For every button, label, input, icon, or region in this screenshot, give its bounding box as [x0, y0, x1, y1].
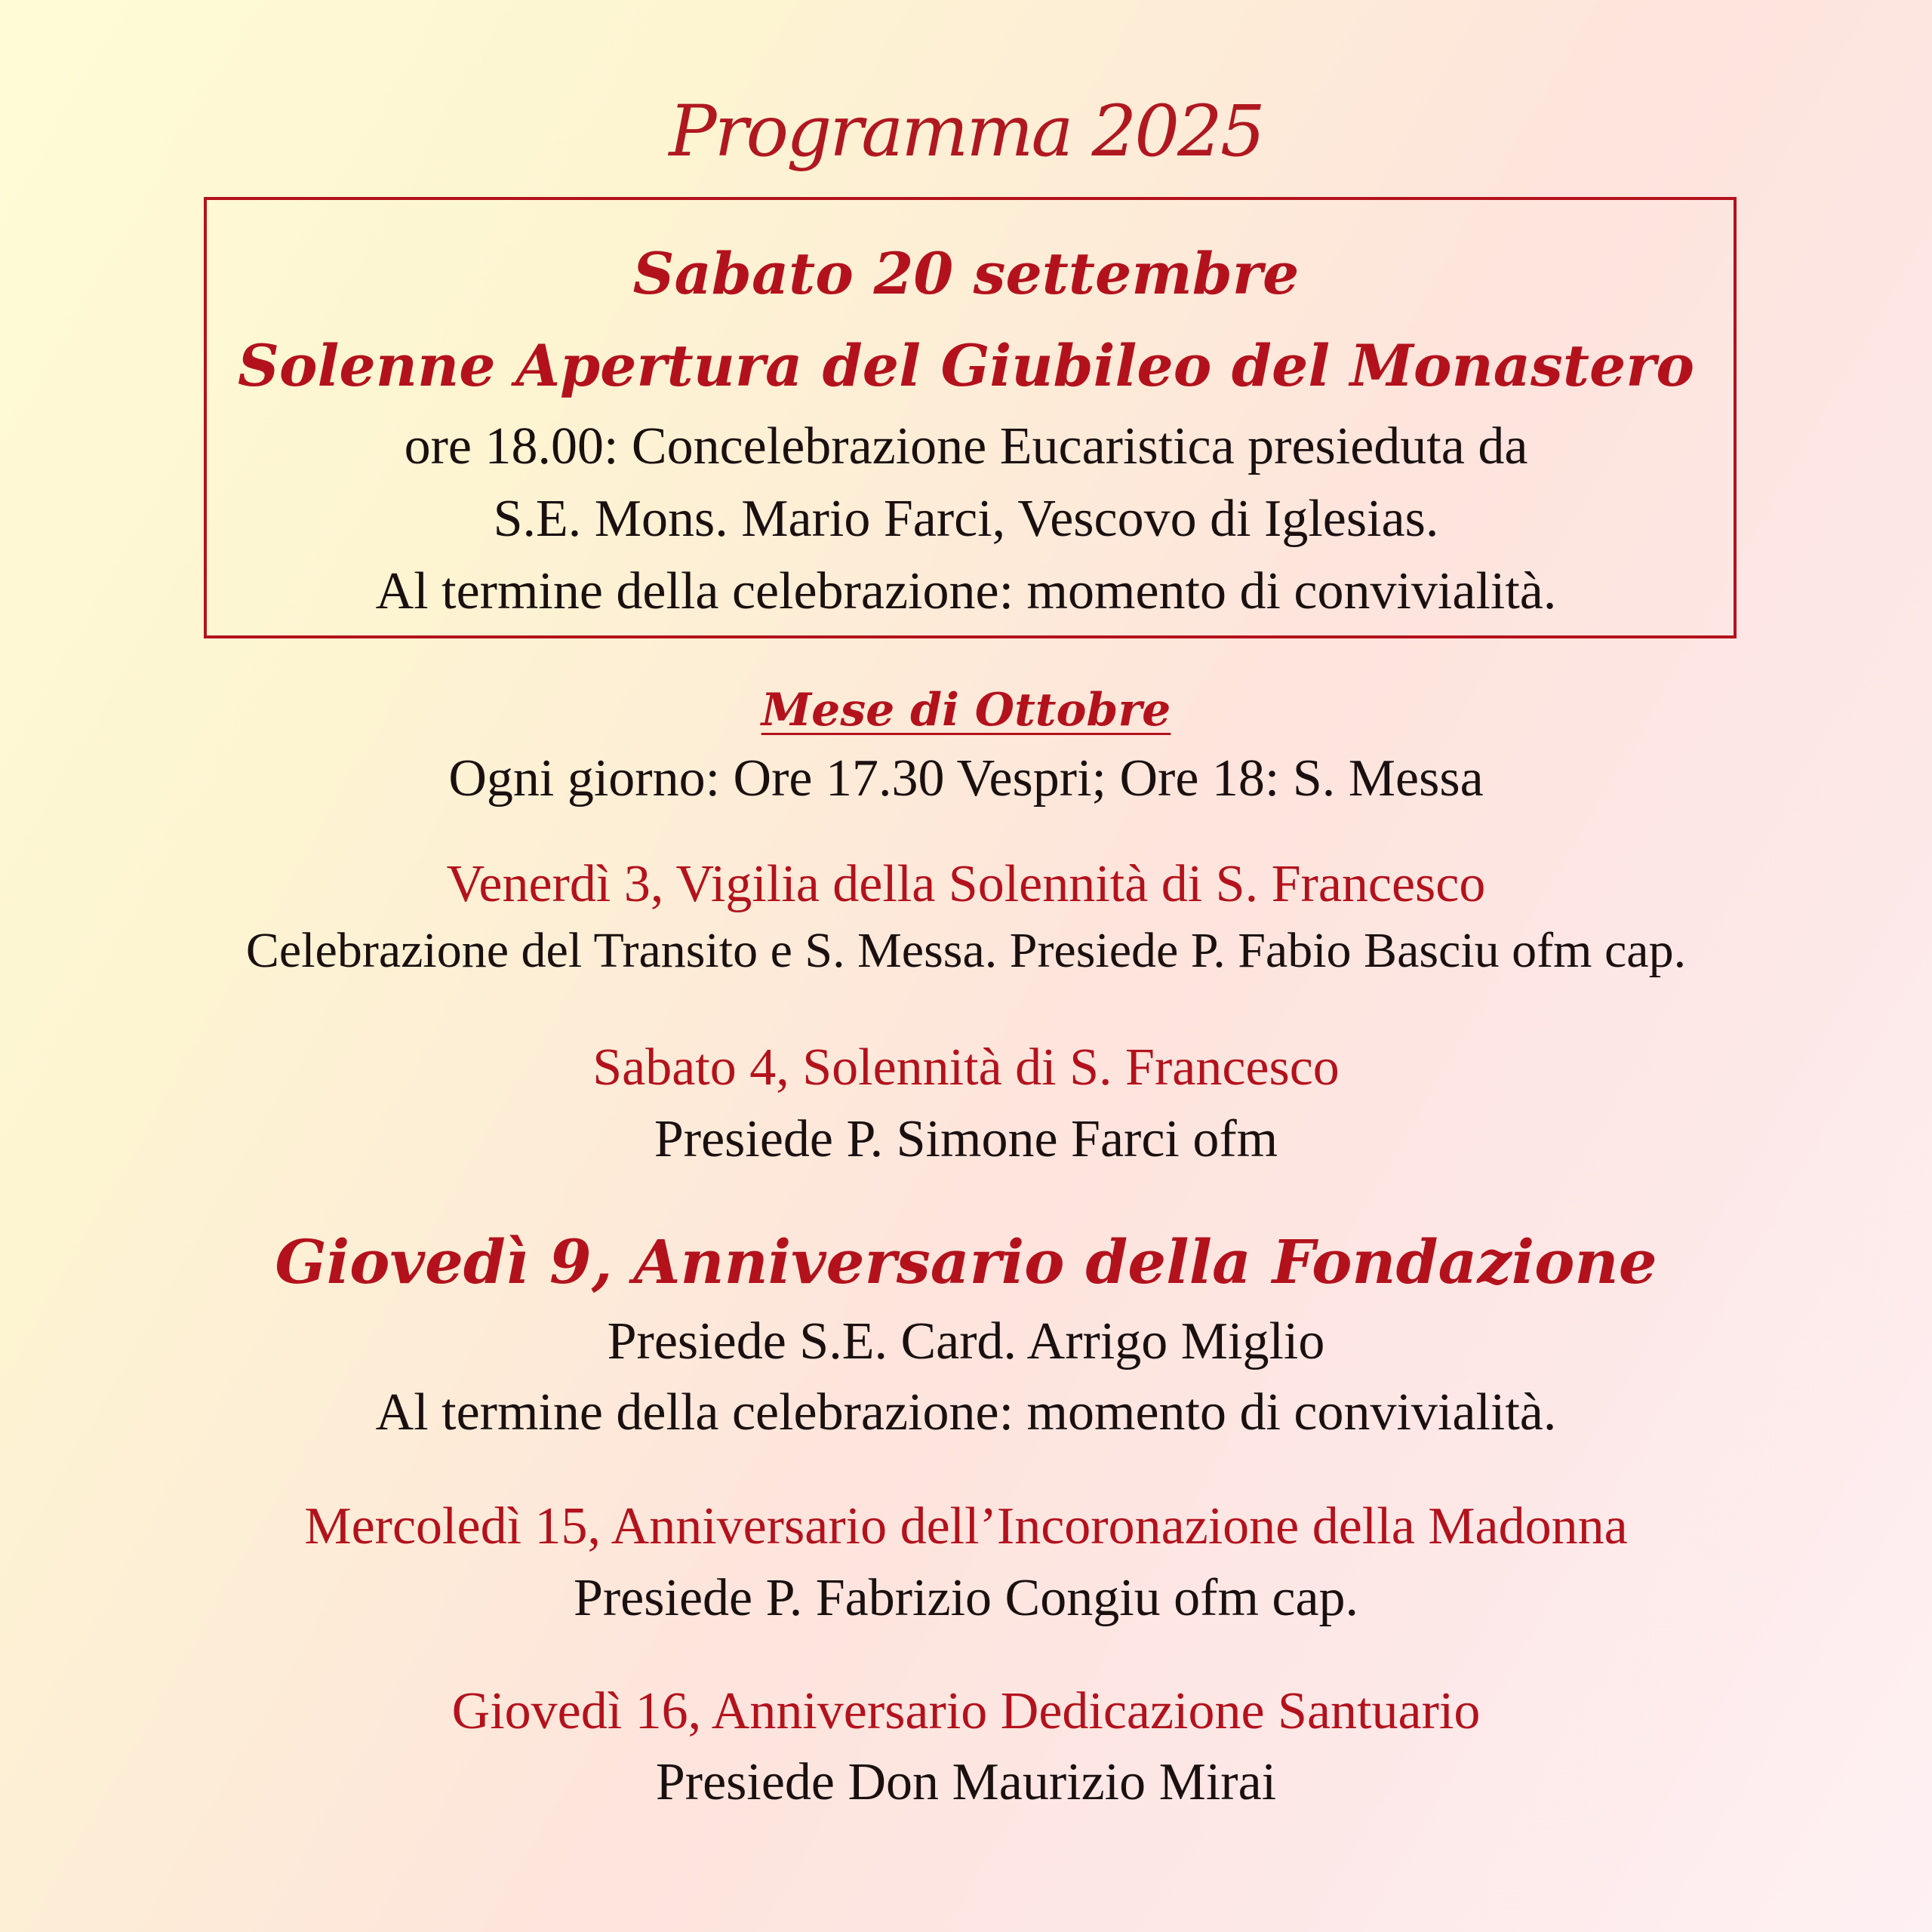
opening-line: S.E. Mons. Mario Farci, Vescovo di Iglesias.: [493, 490, 1439, 548]
opening-heading: Solenne Apertura del Giubileo del Monastero: [237, 332, 1695, 399]
opening-line: Al termine della celebrazione: momento di convivialità.: [375, 562, 1557, 620]
event-heading: Sabato 4, Solennità di S. Francesco: [592, 1038, 1340, 1097]
opening-line: ore 18.00: Concelebrazione Eucaristica presieduta da: [404, 417, 1528, 475]
event-detail: Presiede Don Maurizio Mirai: [655, 1753, 1277, 1811]
event-detail: Celebrazione del Transito e S. Messa. Presiede P. Fabio Basciu ofm cap.: [245, 923, 1687, 978]
event-detail: Presiede P. Simone Farci ofm: [654, 1110, 1278, 1168]
program-title: Programma 2025: [669, 91, 1263, 173]
event-heading: Venerdì 3, Vigilia della Solennità di S. Francesco: [446, 855, 1486, 913]
event-detail: Presiede P. Fabrizio Congiu ofm cap.: [573, 1569, 1359, 1627]
event-heading-featured: Giovedì 9, Anniversario della Fondazione: [275, 1226, 1657, 1297]
month-heading: Mese di Ottobre: [761, 684, 1171, 737]
event-detail: Al termine della celebrazione: momento di convivialità.: [375, 1383, 1557, 1441]
event-heading: Mercoledì 15, Anniversario dell’Incoronazione della Madonna: [304, 1497, 1628, 1555]
opening-date: Sabato 20 settembre: [632, 240, 1300, 307]
daily-schedule: Ogni giorno: Ore 17.30 Vespri; Ore 18: S. Messa: [448, 749, 1484, 808]
event-heading: Giovedì 16, Anniversario Dedicazione Santuario: [451, 1682, 1481, 1740]
event-detail: Presiede S.E. Card. Arrigo Miglio: [607, 1312, 1325, 1371]
